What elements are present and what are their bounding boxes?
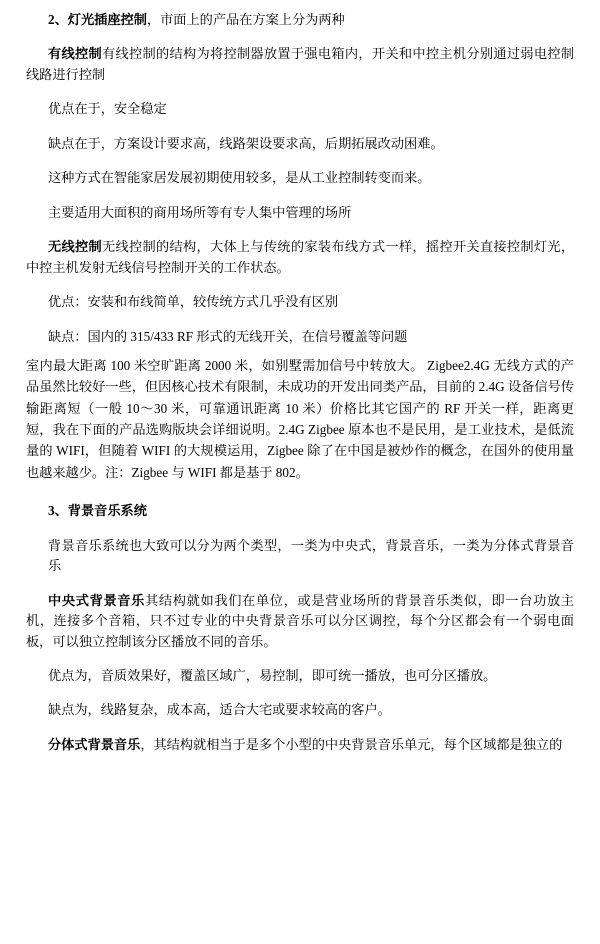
wired-scope-text: 主要适用大面积的商用场所等有专人集中管理的场所 [48,204,352,220]
paragraph-bgm-central [26,591,574,652]
section-heading-3 [26,501,574,521]
paragraph-wired-advantage [26,99,574,119]
bgm-intro-text: 背景音乐系统也大致可以分为两个类型，一类为中央式，背景音乐，一类为分体式背景音乐 [48,537,574,574]
paragraph-wireless-disadvantage [26,327,574,347]
section-3-heading-bold: 3、背景音乐系统 [48,503,147,519]
wired-control-label: 有线控制 [48,46,102,62]
bgm-central-text: 其结构就如我们在单位，或是营业场所的背景音乐类似，即一台功放主机，连接多个音箱，只不过专业的中央背景音乐可以分区调控，每个分区都会有一个弱电面板，可以独立控制该分区播放不同的音乐。 [26,592,575,649]
paragraph-wired-scope [26,203,574,223]
wired-origin-text: 这种方式在智能家居发展初期使用较多，是从工业控制转变而来。 [48,170,431,186]
paragraph-wireless-advantage [26,292,574,312]
section-heading-2 [26,10,574,30]
paragraph-bgm-central-advantage [26,666,574,686]
paragraph-wired-origin [26,168,574,188]
paragraph-wired-control [26,44,574,85]
wired-disadvantage-text: 缺点在于，方案设计要求高，线路架设要求高，后期拓展改动困难。 [48,135,444,151]
bgm-central-label: 中央式背景音乐 [48,592,146,608]
wireless-control-text: 无线控制的结构，大体上与传统的家装布线方式一样，摇控开关直接控制灯光，中控主机发射无线信号控制开关的工作状态。 [26,239,575,275]
wireless-advantage-text: 优点：安装和布线简单，较传统方式几乎没有区别 [48,294,339,310]
paragraph-zigbee-details: 室内最大距离 100 米空旷距离 2000 米，如别墅需加信号中转放大。 Zigbee2.4G 无线方式的产品虽然比较好一些，但因核心技术有限制，未成功的开发出同类产品，目前的 2.4G 设备信号传输距离短（一般 10～30 米，可靠通讯距离 10 米）价格比其它国产的 RF 开关一样，距离更短，我在下面的产品选购版块会详细说明。2.4G Zigbee 原本也不是民用，是工业技术，是低流量的 WIFI，但随着 WIFI 的大规模运用，Zigbee 除了在中国是被炒作的概念，在国外的使用量也越来越少。注：Zigbee 与 WIFI 都是基于 802。 [26,357,574,480]
wired-control-text: 有线控制的结构为将控制器放置于强电箱内，开关和中控主机分别通过弱电控制线路进行控制 [26,46,575,82]
wired-advantage-text: 优点在于，安全稳定 [48,101,167,117]
section-2-heading-bold: 2、灯光插座控制 [48,12,147,27]
bgm-central-disadvantage-text: 缺点为，线路复杂，成本高，适合大宅或要求较高的客户。 [48,702,391,718]
bgm-split-label: 分体式背景音乐 [48,736,141,752]
section-2-heading-rest: ，市面上的产品在方案上分为两种 [146,12,345,27]
paragraph-wired-disadvantage [26,134,574,154]
bgm-central-advantage-text: 优点为，音质效果好，覆盖区域广，易控制，即可统一播放，也可分区播放。 [48,667,497,683]
paragraph-wireless-control [26,237,574,278]
paragraph-bgm-split [26,735,574,755]
wireless-control-label: 无线控制 [48,239,102,255]
bgm-split-text: ，其结构就相当于是多个小型的中央背景音乐单元，每个区域都是独立的 [140,736,563,752]
paragraph-bgm-intro [26,536,574,577]
wireless-disadvantage-text: 缺点：国内的 315/433 RF 形式的无线开关，在信号覆盖等问题 [48,328,408,344]
paragraph-bgm-central-disadvantage [26,700,574,720]
